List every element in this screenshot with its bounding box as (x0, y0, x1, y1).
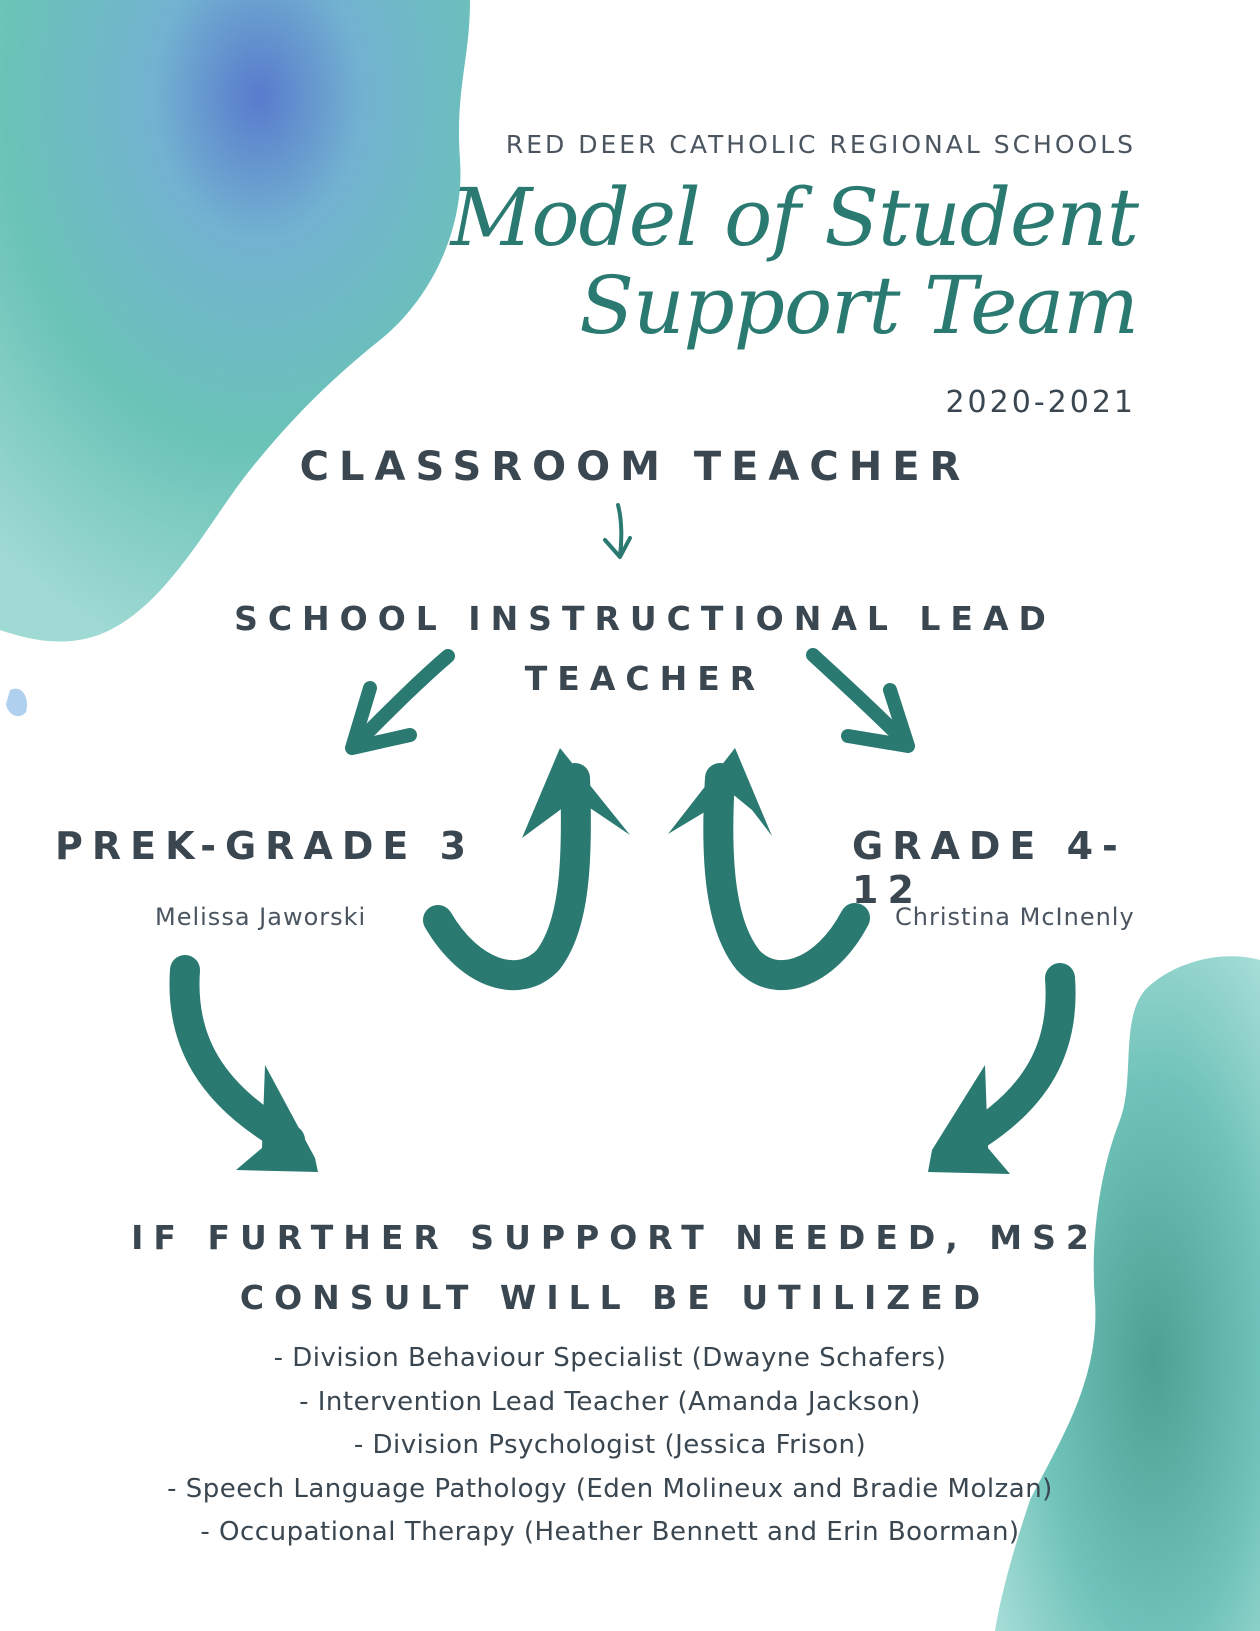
arrow-down-right-icon (813, 655, 908, 746)
support-item: - Division Psychologist (Jessica Frison) (353, 1430, 867, 1460)
organization-name: RED DEER CATHOLIC REGIONAL SCHOOLS (505, 130, 1136, 159)
title-line-1: Model of Student (450, 171, 1138, 264)
prek-grade3-heading: PREK-GRADE 3 (55, 824, 476, 868)
school-year: 2020-2021 (945, 385, 1136, 420)
arrow-down-left-icon (352, 656, 448, 748)
further-support-line-2: CONSULT WILL BE UTILIZED (239, 1278, 991, 1317)
small-down-arrow-icon (605, 505, 630, 557)
support-item: - Speech Language Pathology (Eden Molineux and Bradie Molzan) (167, 1473, 1053, 1504)
support-item: - Division Behaviour Specialist (Dwayne Schafers) (273, 1343, 947, 1373)
classroom-teacher-heading: CLASSROOM TEACHER (299, 444, 971, 490)
grade4-12-person: Christina McInenly (895, 903, 1135, 931)
curved-up-arrow-right-icon (718, 778, 855, 975)
lead-teacher-line-2: TEACHER (524, 659, 766, 698)
further-support-line-1: IF FURTHER SUPPORT NEEDED, MS2 (131, 1218, 1099, 1257)
grade4-12-heading: GRADE 4-12 (852, 824, 1127, 912)
support-item: - Occupational Therapy (Heather Bennett and Erin Boorman) (200, 1517, 1020, 1547)
support-item: - Intervention Lead Teacher (Amanda Jackson) (299, 1386, 921, 1417)
lead-teacher-line-1: SCHOOL INSTRUCTIONAL LEAD (234, 599, 1056, 638)
prek-grade3-person: Melissa Jaworski (155, 903, 367, 931)
title-line-2: Support Team (579, 259, 1138, 352)
